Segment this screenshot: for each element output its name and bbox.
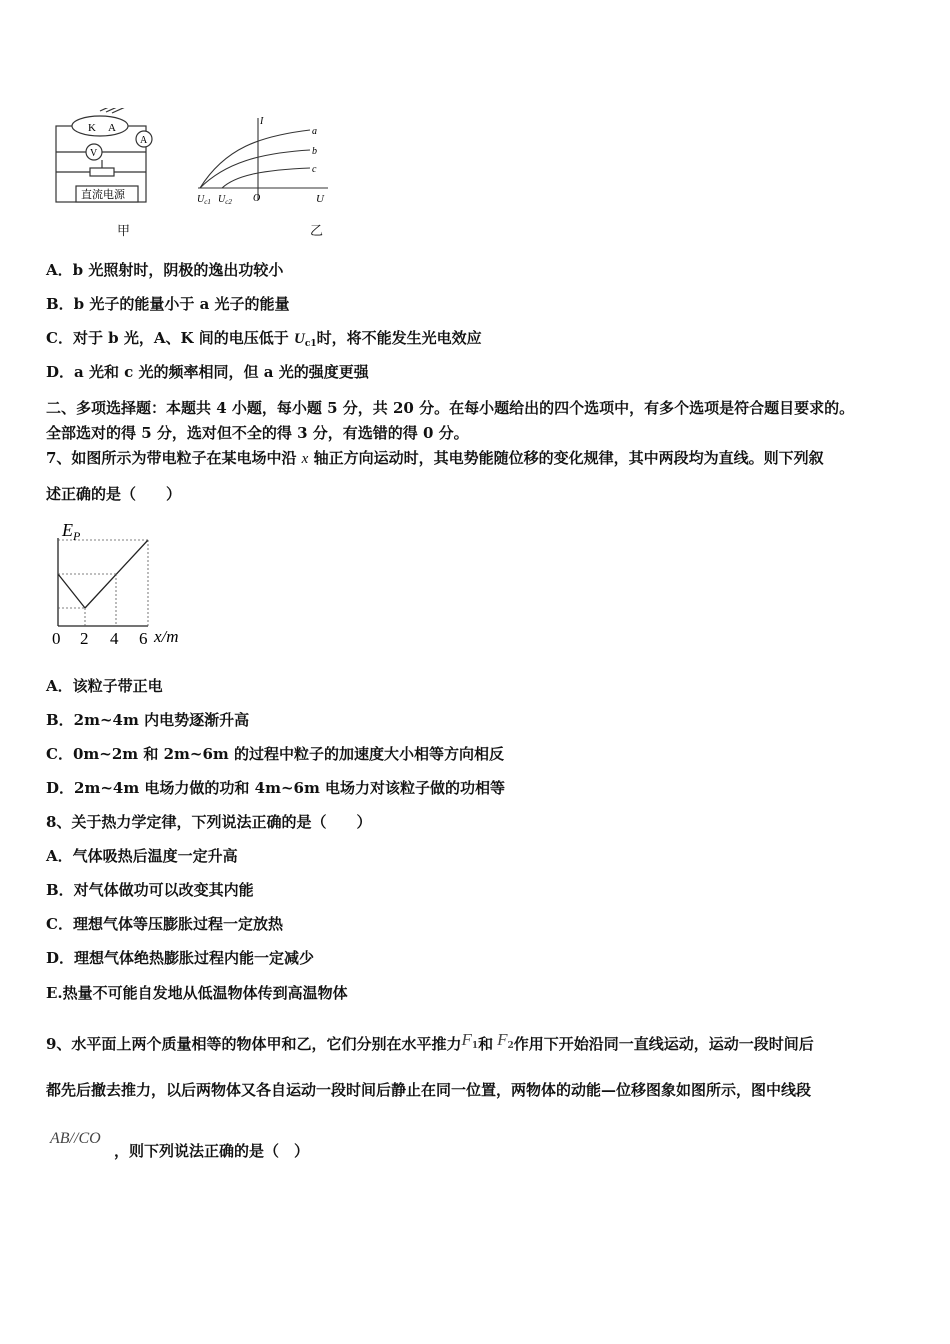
potential-energy-graph <box>44 516 204 650</box>
rheostat <box>90 168 114 176</box>
ep-tick-6: 6 <box>139 629 148 648</box>
q7-option-d: D．2m~4m 电场力做的功和 4m~6m 电场力对该粒子做的功相等 <box>46 779 506 797</box>
q9-stem-line3: ，则下列说法正确的是（ ） <box>114 1142 310 1160</box>
q9-math-ab-co: AB//CO <box>50 1130 101 1147</box>
photoelectric-figure <box>40 108 340 208</box>
voltmeter-label: V <box>90 148 98 159</box>
origin-label: O <box>253 193 261 204</box>
figure-caption-left: 甲 <box>117 224 131 239</box>
ep-segment-1 <box>58 574 85 608</box>
i-axis-label: I <box>260 116 264 127</box>
q7-option-b: B．2m~4m 内电势逐渐升高 <box>46 711 250 729</box>
ep-tick-4: 4 <box>110 629 119 648</box>
uc1-label: $U_{c1}$ <box>197 194 211 206</box>
q8-option-b: B．对气体做功可以改变其内能 <box>46 881 254 899</box>
q9-stem-line1: 9、水平面上两个质量相等的物体甲和乙，它们分别在水平推力F1和 F2作用下开始沿同一直线运动，运动一段时间后 <box>46 1030 814 1053</box>
q8-option-e: E.热量不可能自发地从低温物体传到高温物体 <box>46 984 348 1002</box>
phototube <box>72 116 128 136</box>
uc2-label: $U_{c2}$ <box>218 194 232 206</box>
ep-tick-0: 0 <box>52 629 61 648</box>
q6-option-b: B．b 光子的能量小于 a 光子的能量 <box>46 295 290 313</box>
q6-option-c: C．对于 b 光，A、K 间的电压低于 $U_{c1}$时，将不能发生光电效应 <box>46 329 482 349</box>
section-heading-line2: 全部选对的得 5 分，选对但不全的得 3 分，有选错的得 0 分。 <box>46 424 469 442</box>
section-heading-line1: 二、多项选择题：本题共 4 小题，每小题 5 分，共 20 分。在每小题给出的四个选项中，有多个选项是符合题目要求的。 <box>46 399 855 417</box>
curve-a-label: a <box>312 126 317 137</box>
ammeter-label: A <box>140 135 148 146</box>
curve-c <box>222 168 310 188</box>
q8-stem: 8、关于热力学定律，下列说法正确的是（ ） <box>46 813 372 831</box>
q8-option-d: D．理想气体绝热膨胀过程内能一定减少 <box>46 949 315 967</box>
figure-caption-right: 乙 <box>310 224 324 239</box>
curve-b-label: b <box>312 146 317 157</box>
q9-stem-line2: 都先后撤去推力，以后两物体又各自运动一段时间后静止在同一位置，两物体的动能—位移图象如图所示，图中线段 <box>46 1081 812 1099</box>
q7-stem-line2: 述正确的是（ ） <box>46 485 182 503</box>
q8-option-a: A．气体吸热后温度一定升高 <box>46 847 238 865</box>
iu-graph <box>198 118 328 200</box>
q8-option-c: C．理想气体等压膨胀过程一定放热 <box>46 915 283 933</box>
anode-label: A <box>108 122 116 134</box>
ep-x-label: x/m <box>154 627 179 646</box>
u-axis-label: U <box>316 193 324 205</box>
ep-tick-2: 2 <box>80 629 89 648</box>
dc-source-label: 直流电源 <box>81 188 125 201</box>
curve-c-label: c <box>312 164 317 175</box>
q6-option-a: A．b 光照射时，阴极的逸出功较小 <box>46 261 284 279</box>
cathode-label: K <box>88 122 96 134</box>
curve-a <box>200 130 310 188</box>
q7-option-a: A．该粒子带正电 <box>46 677 163 695</box>
ep-y-label: $E_P$ <box>62 520 81 543</box>
q7-option-c: C．0m~2m 和 2m~6m 的过程中粒子的加速度大小相等方向相反 <box>46 745 504 763</box>
q7-stem-line1: 7、如图所示为带电粒子在某电场中沿 x 轴正方向运动时，其电势能随位移的变化规律，其中两段均为直线。则下列叙 <box>46 449 824 467</box>
q6-option-d: D．a 光和 c 光的频率相同，但 a 光的强度更强 <box>46 363 369 381</box>
